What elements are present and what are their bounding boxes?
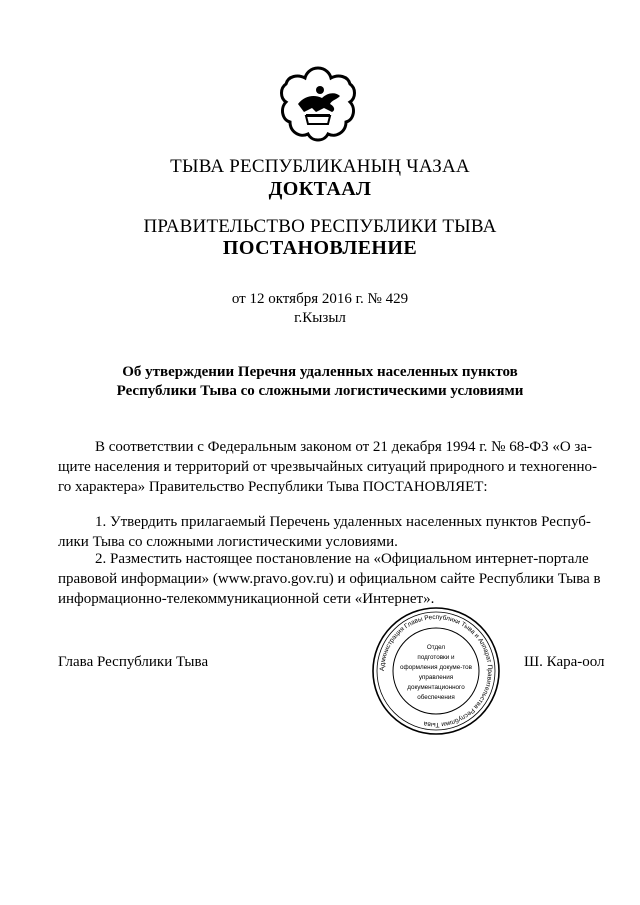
document-date-number: от 12 октября 2016 г. № 429 — [231, 291, 409, 307]
stamp-inner-line: оформления докуме-тов — [399, 664, 473, 671]
paragraph-line: щите населения и территорий от чрезвычайных ситуаций природного и техногенно- — [58, 459, 598, 475]
document-city: г.Кызыл — [294, 310, 346, 326]
paragraph-line: лики Тыва со сложными логистическими условиями. — [58, 534, 398, 550]
document-title-line: Об утверждении Перечня удаленных населенных пунктов — [122, 364, 518, 380]
official-stamp — [370, 605, 502, 737]
signatory-position: Глава Республики Тывa — [58, 654, 209, 670]
header-line-government: ПРАВИТЕЛЬСТВО РЕСПУБЛИКИ ТЫВА — [143, 216, 497, 237]
stamp-inner-line: управления — [418, 674, 454, 681]
signatory-name: Ш. Кара-оол — [524, 654, 605, 670]
coat-of-arms-icon — [276, 62, 360, 146]
document-title-line: Республики Тыва со сложными логистическими условиями — [116, 383, 524, 399]
item-2-paragraph — [58, 549, 602, 609]
paragraph-line: информационно-телекоммуникационной сети «Интернет». — [58, 591, 435, 607]
stamp-inner-line: подготовки и — [417, 654, 455, 661]
preamble-paragraph — [58, 437, 602, 497]
document-title — [70, 363, 570, 401]
stamp-inner-line: документационного — [407, 684, 465, 691]
paragraph-line: го характера» Правительство Республики Тыва ПОСТАНОВЛЯЕТ: — [58, 479, 488, 495]
stamp-inner-line: обеспечения — [417, 694, 455, 701]
header-line-tuvan-government: ТЫВА РЕСПУБЛИКАНЫҢ ЧАЗАА — [170, 156, 470, 177]
stamp-inner-line: Отдел — [426, 644, 446, 651]
paragraph-line: правовой информации» (www.pravo.gov.ru) и официальном сайте Республики Тыва в — [58, 571, 601, 587]
paragraph-line: 1. Утвердить прилагаемый Перечень удаленных населенных пунктов Респуб- — [95, 514, 591, 530]
stamp-ring-text: Администрация Главы Республики Тыва и Аппарат Правительства Республики Тыва — [378, 613, 494, 729]
header-line-postanovlenie: ПОСТАНОВЛЕНИЕ — [222, 237, 418, 259]
paragraph-line: В соответствии с Федеральным законом от 21 декабря 1994 г. № 68-ФЗ «О за- — [95, 439, 593, 455]
item-1-paragraph — [58, 512, 602, 552]
paragraph-line: 2. Разместить настоящее постановление на «Официальном интернет-портале — [95, 551, 589, 567]
header-line-doctaal: ДОКТААЛ — [268, 178, 372, 200]
